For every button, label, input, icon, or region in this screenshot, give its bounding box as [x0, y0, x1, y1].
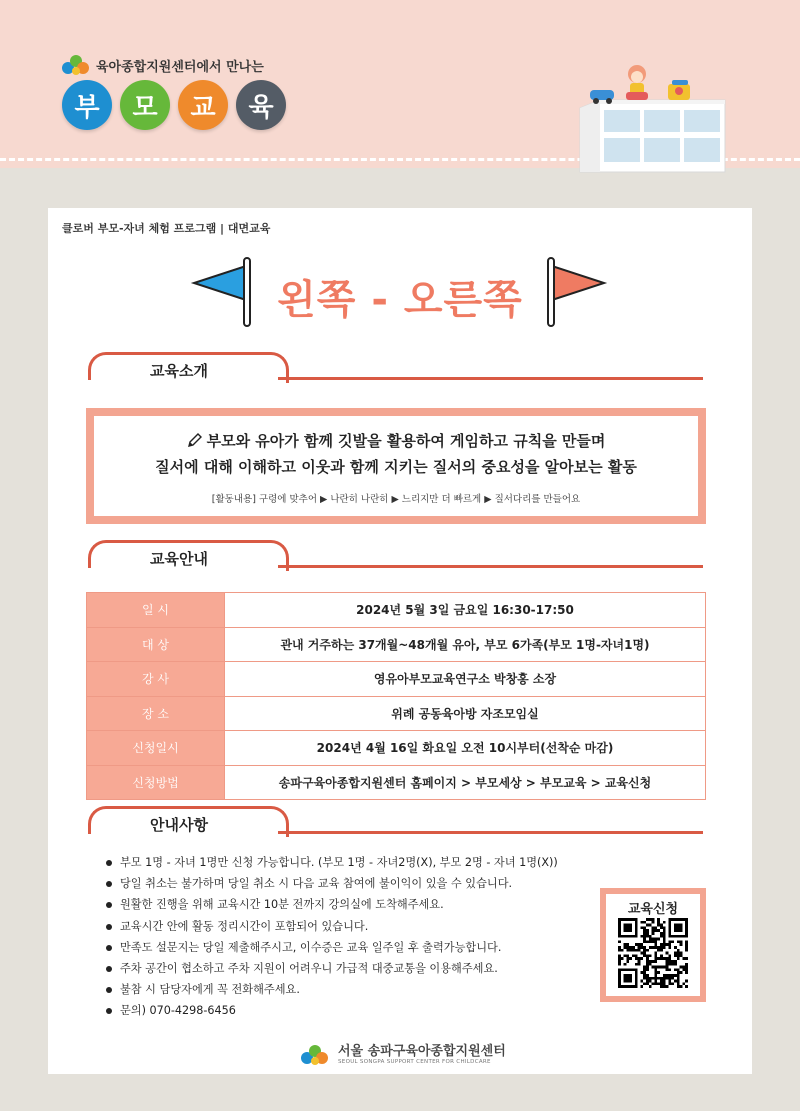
table-row — [87, 765, 706, 800]
section-notice-header — [88, 806, 708, 840]
table-row — [87, 662, 706, 697]
row-label: 강 사 — [87, 662, 225, 697]
list-item: 교육시간 안에 활동 정리시간이 포함되어 있습니다. — [104, 916, 558, 937]
flag-right-icon — [540, 256, 610, 328]
section-rule — [278, 377, 703, 380]
intro-line-2: 질서에 대해 이해하고 이웃과 함께 지키는 질서의 중요성을 알아보는 활동 — [155, 458, 637, 476]
table-row — [87, 731, 706, 766]
qr-apply-box[interactable] — [600, 888, 706, 1002]
intro-line-1: 부모와 유아가 함께 깃발을 활용하여 게임하고 규칙을 만들며 — [206, 432, 606, 450]
row-label: 신청방법 — [87, 765, 225, 800]
section-guide-title: 교육안내 — [150, 550, 208, 568]
intro-activity: [활동내용] 구령에 맞추어 ▶ 나란히 나란히 ▶ 느리지만 더 빠르게 ▶ 질서다리를 만들어요 — [211, 494, 581, 505]
program-line: 클로버 부모-자녀 체험 프로그램 | 대면교육 — [62, 222, 271, 235]
section-rule — [278, 565, 703, 568]
row-label: 대 상 — [87, 627, 225, 662]
title-char-3: 교 — [178, 80, 228, 130]
row-label: 일 시 — [87, 593, 225, 628]
title-char-2: 모 — [120, 80, 170, 130]
list-item: 부모 1명 - 자녀 1명만 신청 가능합니다. (부모 1명 - 자녀2명(X), 부모 2명 - 자녀 1명(X)) — [104, 852, 558, 873]
footer-text — [338, 1045, 506, 1065]
notice-list — [104, 852, 558, 1022]
pencil-icon — [187, 432, 203, 448]
row-value: 2024년 4월 16일 화요일 오전 10시부터(선착순 마감) — [225, 731, 706, 766]
header-logo — [60, 52, 264, 78]
logo-clover-icon — [296, 1042, 332, 1068]
list-item: 불참 시 담당자에게 꼭 전화해주세요. — [104, 979, 558, 1000]
list-item: 만족도 설문지는 당일 제출해주시고, 이수증은 교육 일주일 후 출력가능합니다. — [104, 937, 558, 958]
header-title — [62, 80, 286, 130]
logo-clover-icon — [60, 52, 90, 78]
toy-shelf-illustration — [560, 60, 730, 180]
section-intro-title: 교육소개 — [150, 362, 208, 380]
section-intro-header — [88, 352, 708, 386]
list-item: 문의) 070-4298-6456 — [104, 1000, 558, 1021]
content-card — [48, 208, 752, 1074]
header-subtitle: 육아종합지원센터에서 만나는 — [96, 59, 264, 75]
row-value: 위례 공동육아방 자조모임실 — [225, 696, 706, 731]
row-label: 신청일시 — [87, 731, 225, 766]
row-value: 2024년 5월 3일 금요일 16:30-17:50 — [225, 593, 706, 628]
row-value: 영유아부모교육연구소 박창홍 소장 — [225, 662, 706, 697]
section-rule — [278, 831, 703, 834]
guide-table — [86, 592, 706, 800]
title-char-1: 부 — [62, 80, 112, 130]
list-item: 주차 공간이 협소하고 주차 지원이 어려우니 가급적 대중교통을 이용해주세요. — [104, 958, 558, 979]
section-notice-title: 안내사항 — [150, 816, 208, 834]
table-row — [87, 593, 706, 628]
row-label: 장 소 — [87, 696, 225, 731]
section-guide-header — [88, 540, 708, 574]
footer-eng: SEOUL SONGPA SUPPORT CENTER FOR CHILDCARE — [338, 1059, 491, 1065]
intro-line-1-row — [94, 430, 698, 451]
list-item: 원활한 진행을 위해 교육시간 10분 전까지 강의실에 도착해주세요. — [104, 894, 558, 915]
title-char-4: 육 — [236, 80, 286, 130]
footer-name: 서울 송파구육아종합지원센터 — [338, 1044, 506, 1059]
footer-logo — [296, 1042, 506, 1068]
table-row — [87, 696, 706, 731]
list-item: 당일 취소는 불가하며 당일 취소 시 다음 교육 참여에 불이익이 있을 수 있습니다. — [104, 873, 558, 894]
qr-title: 교육신청 — [627, 902, 679, 917]
intro-box — [86, 408, 706, 524]
main-title: 왼쪽 - 오른쪽 — [277, 277, 523, 323]
qr-code-icon[interactable] — [618, 918, 688, 988]
row-value: 송파구육아종합지원센터 홈페이지 > 부모세상 > 부모교육 > 교육신청 — [225, 765, 706, 800]
row-value: 관내 거주하는 37개월~48개월 유아, 부모 6가족(부모 1명-자녀1명) — [225, 627, 706, 662]
table-row — [87, 627, 706, 662]
